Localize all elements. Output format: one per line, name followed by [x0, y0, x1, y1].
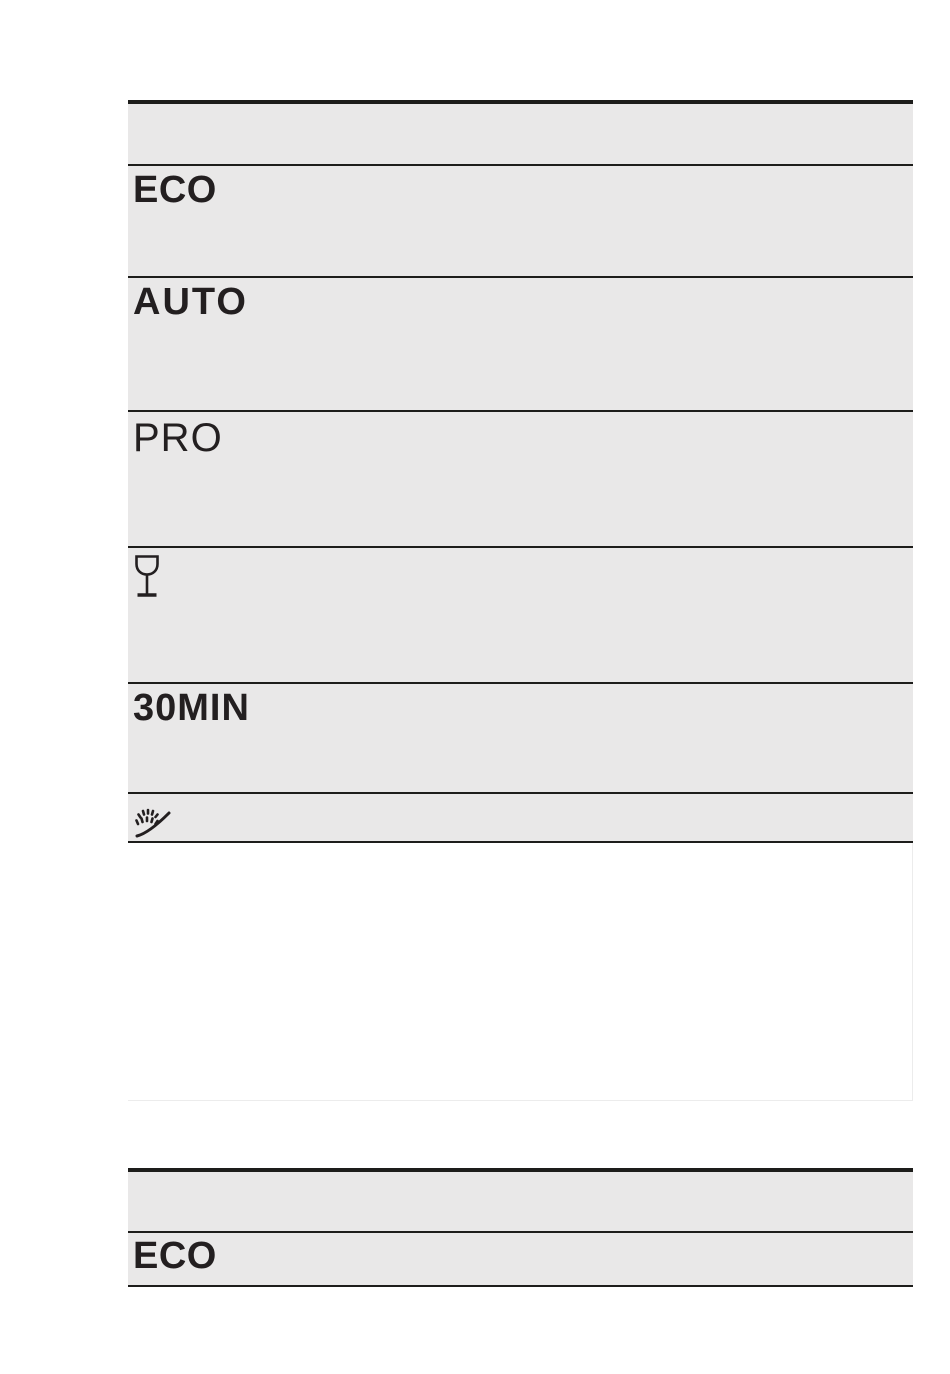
- programme-table: [128, 100, 913, 843]
- programme-label-pro: PRO: [133, 416, 223, 460]
- programme-label-30min: 30MIN: [133, 687, 250, 729]
- rinse-spray-icon: [128, 794, 913, 840]
- programme-row-eco: [128, 166, 913, 278]
- consumption-table: [128, 1168, 913, 1287]
- wine-glass-icon: [128, 548, 913, 600]
- consumption-table-header-label: [128, 1172, 913, 1177]
- programme-row-30min: [128, 684, 913, 794]
- programme-label-eco: ECO: [133, 169, 217, 211]
- table-continuation-area: [128, 843, 913, 1101]
- programme-row-rinse: [128, 794, 913, 841]
- programme-table-header-row: [128, 104, 913, 166]
- programme-table-header-label: [128, 104, 913, 109]
- programme-row-glass: [128, 548, 913, 684]
- consumption-table-header-row: [128, 1172, 913, 1233]
- programme-row-pro: [128, 412, 913, 548]
- consumption-label-eco: ECO: [133, 1235, 217, 1277]
- programme-label-auto: AUTO: [133, 281, 248, 323]
- consumption-row-eco: [128, 1233, 913, 1285]
- programme-row-auto: [128, 278, 913, 412]
